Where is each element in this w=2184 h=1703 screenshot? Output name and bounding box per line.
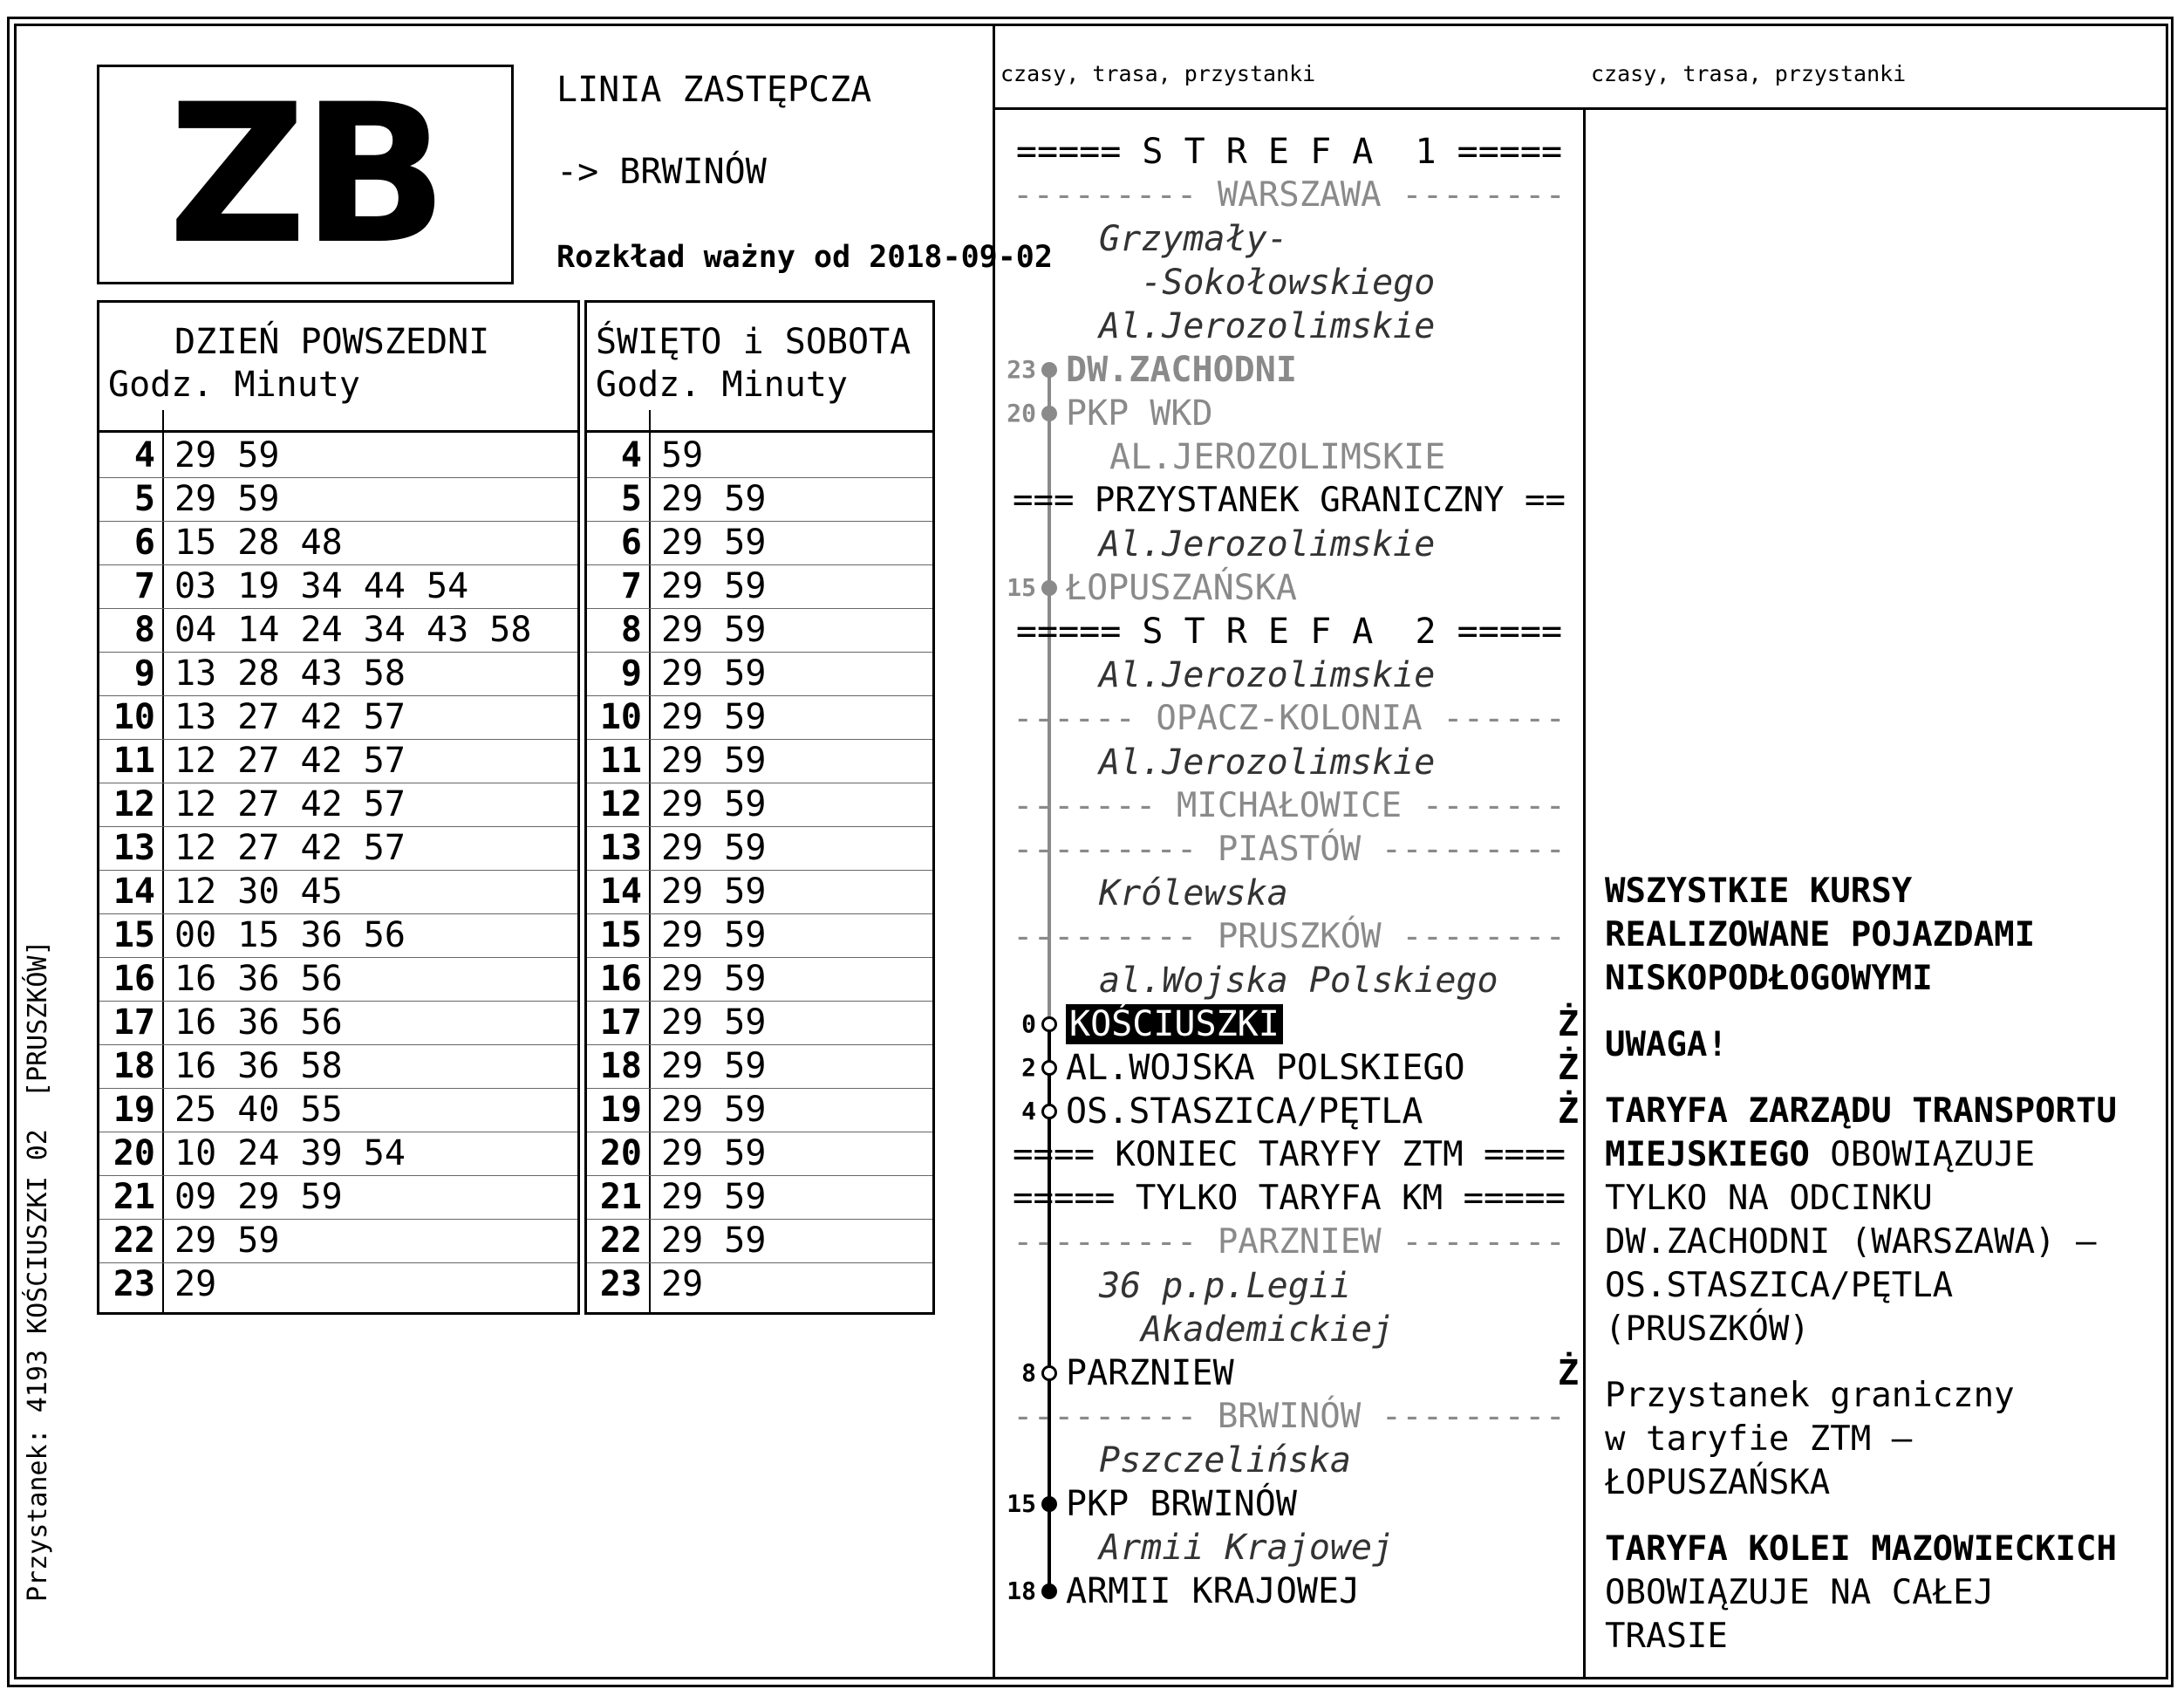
city-marker: --------- BRWINÓW --------- (1013, 1397, 1566, 1436)
weekday-head-divider (97, 430, 580, 433)
note-ztm-2 (1605, 1133, 2035, 1177)
weekday-hour: 13 (113, 828, 155, 868)
city-marker: ------ OPACZ-KOLONIA ------ (1013, 699, 1566, 738)
holiday-minutes: 29 (661, 1264, 704, 1304)
holiday-hour: 22 (599, 1221, 642, 1261)
street-name: Armii Krajowej (1099, 1528, 1394, 1568)
holiday-hour: 4 (620, 435, 642, 475)
note-border-3: ŁOPUSZAŃSKA (1605, 1463, 1831, 1502)
holiday-minutes: 29 59 (661, 1002, 767, 1043)
note-km-2: OBOWIĄZUJE NA CAŁEJ (1605, 1573, 1995, 1612)
weekday-hour: 8 (133, 610, 155, 650)
note-low-floor-1: WSZYSTKIE KURSY (1605, 872, 1913, 911)
weekday-minutes: 00 15 36 56 (174, 915, 406, 955)
stop-dot-icon (1041, 1060, 1057, 1076)
holiday-hour: 15 (599, 915, 642, 955)
weekday-hour: 22 (113, 1221, 155, 1261)
weekday-minutes: 16 36 56 (174, 1002, 343, 1043)
weekday-minutes: 03 19 34 44 54 (174, 566, 469, 606)
holiday-minutes: 29 59 (661, 784, 767, 824)
note-ztm-5: OS.STASZICA/PĘTLA (1605, 1266, 1954, 1305)
holiday-hour-divider (649, 410, 651, 1315)
weekday-minutes: 12 27 42 57 (174, 828, 406, 868)
holiday-minutes: 29 59 (661, 741, 767, 781)
weekday-hour: 21 (113, 1177, 155, 1217)
holiday-minutes: 29 59 (661, 1090, 767, 1130)
holiday-hour: 5 (620, 479, 642, 519)
weekday-minutes: 12 27 42 57 (174, 784, 406, 824)
weekday-minutes: 09 29 59 (174, 1177, 343, 1217)
weekday-minutes: 25 40 55 (174, 1090, 343, 1130)
weekday-minutes: 04 14 24 34 43 58 (174, 610, 532, 650)
stop-name: DW.ZACHODNI (1066, 350, 1297, 390)
holiday-minutes: 59 (661, 435, 704, 475)
street-name: al.Wojska Polskiego (1099, 961, 1498, 1001)
street-name: Al.Jerozolimskie (1099, 742, 1436, 783)
stop-name: ARMII KRAJOWEJ (1066, 1571, 1361, 1611)
street-name: Pszczelińska (1099, 1440, 1351, 1481)
holiday-hour: 16 (599, 959, 642, 999)
on-request-stop-icon: Ż (1558, 1091, 1580, 1132)
weekday-hour-divider (162, 410, 164, 1315)
holiday-minutes: 29 59 (661, 653, 767, 694)
weekday-minutes: 29 (174, 1264, 217, 1304)
stop-dot-icon (1041, 406, 1057, 421)
holiday-minutes: 29 59 (661, 915, 767, 955)
note-ztm-2-rest: OBOWIĄZUJE (1809, 1135, 2036, 1174)
zone-marker: === PRZYSTANEK GRANICZNY == (1013, 481, 1566, 520)
weekday-hour: 12 (113, 784, 155, 824)
valid-from: Rozkład ważny od 2018-09-02 (556, 240, 1053, 275)
stop-travel-minutes: 18 (1007, 1576, 1036, 1605)
weekday-hour: 7 (133, 566, 155, 606)
route-column-header-2: czasy, trasa, przystanki (1591, 61, 1907, 86)
stop-dot-icon (1041, 362, 1057, 378)
weekday-minutes: 10 24 39 54 (174, 1133, 406, 1173)
zone-marker: ===== S T R E F A 1 ===== (1015, 132, 1563, 172)
city-marker: --------- PRUSZKÓW -------- (1013, 917, 1566, 956)
zone-marker: ===== S T R E F A 2 ===== (1015, 612, 1563, 652)
holiday-hour: 17 (599, 1002, 642, 1043)
weekday-minutes: 29 59 (174, 435, 280, 475)
holiday-subtitle: Godz. Minuty (596, 365, 848, 405)
note-warning: UWAGA! (1605, 1025, 1728, 1064)
holiday-minutes: 29 59 (661, 959, 767, 999)
holiday-hour: 20 (599, 1133, 642, 1173)
holiday-hour: 8 (620, 610, 642, 650)
holiday-hour: 6 (620, 523, 642, 563)
on-request-stop-icon: Ż (1558, 1048, 1580, 1088)
note-ztm-2-bold: MIEJSKIEGO (1605, 1135, 1810, 1174)
holiday-minutes: 29 59 (661, 566, 767, 606)
weekday-hour: 11 (113, 741, 155, 781)
holiday-minutes: 29 59 (661, 610, 767, 650)
header-divider (993, 107, 2168, 110)
current-stop-highlight: KOŚCIUSZKI (1066, 1004, 1283, 1044)
city-marker: --------- WARSZAWA -------- (1013, 175, 1566, 215)
weekday-minutes: 12 30 45 (174, 872, 343, 912)
weekday-hour: 10 (113, 697, 155, 737)
holiday-hour: 23 (599, 1264, 642, 1304)
holiday-minutes: 29 59 (661, 828, 767, 868)
line-direction: -> BRWINÓW (556, 152, 767, 192)
note-low-floor-2: REALIZOWANE POJAZDAMI (1605, 915, 2036, 954)
street-name: Al.Jerozolimskie (1099, 655, 1436, 695)
weekday-minutes: 13 27 42 57 (174, 697, 406, 737)
weekday-minutes: 16 36 56 (174, 959, 343, 999)
city-marker: ------- MICHAŁOWICE ------- (1013, 786, 1566, 825)
weekday-minutes: 12 27 42 57 (174, 741, 406, 781)
note-ztm-1: TARYFA ZARZĄDU TRANSPORTU (1605, 1091, 2117, 1131)
holiday-hour: 19 (599, 1090, 642, 1130)
weekday-hour: 16 (113, 959, 155, 999)
stop-dot-icon (1041, 1016, 1057, 1032)
holiday-minutes: 29 59 (661, 697, 767, 737)
holiday-minutes: 29 59 (661, 1046, 767, 1086)
holiday-hour: 10 (599, 697, 642, 737)
weekday-row-divider (99, 1262, 577, 1263)
stop-travel-minutes: 8 (1021, 1358, 1036, 1387)
weekday-minutes: 29 59 (174, 479, 280, 519)
city-marker: --------- PARZNIEW -------- (1013, 1222, 1566, 1262)
stop-side-label: Przystanek: 4193 KOŚCIUSZKI 02 [PRUSZKÓW] (23, 940, 53, 1602)
holiday-hour: 14 (599, 872, 642, 912)
stop-travel-minutes: 23 (1007, 355, 1036, 384)
stop-name (1066, 1002, 1283, 1046)
holiday-minutes: 29 59 (661, 1133, 767, 1173)
street-name: -Sokołowskiego (1099, 263, 1436, 303)
stop-dot-icon (1041, 580, 1057, 596)
holiday-hour: 9 (620, 653, 642, 694)
stop-dot-icon (1041, 1496, 1057, 1512)
weekday-row-divider (99, 1219, 577, 1220)
holiday-hour: 21 (599, 1177, 642, 1217)
street-name: AL.JEROZOLIMSKIE (1109, 437, 1446, 477)
weekday-minutes: 15 28 48 (174, 523, 343, 563)
stop-travel-minutes: 0 (1021, 1009, 1036, 1038)
street-name: Grzymały- (1099, 219, 1288, 259)
street-name: 36 p.p.Legii (1099, 1266, 1351, 1306)
weekday-hour: 15 (113, 915, 155, 955)
note-km-1: TARYFA KOLEI MAZOWIECKICH (1605, 1529, 2117, 1569)
street-name: Królewska (1099, 873, 1288, 913)
note-border-1: Przystanek graniczny (1605, 1376, 2015, 1415)
weekday-minutes: 29 59 (174, 1221, 280, 1261)
stop-name: PKP BRWINÓW (1066, 1484, 1297, 1524)
stop-name: AL.WOJSKA POLSKIEGO (1066, 1048, 1465, 1088)
weekday-subtitle: Godz. Minuty (108, 365, 360, 405)
street-name: Akademickiej (1099, 1310, 1394, 1350)
stop-dot-icon (1041, 1583, 1057, 1599)
zone-marker: ==== KONIEC TARYFY ZTM ==== (1013, 1135, 1566, 1174)
note-low-floor-3: NISKOPODŁOGOWYMI (1605, 959, 1933, 998)
note-border-2: w taryfie ZTM – (1605, 1419, 1913, 1459)
separator-right (1583, 108, 1586, 1679)
holiday-minutes: 29 59 (661, 1221, 767, 1261)
weekday-hour: 9 (133, 653, 155, 694)
weekday-hour: 20 (113, 1133, 155, 1173)
street-name: Al.Jerozolimskie (1099, 524, 1436, 564)
stop-travel-minutes: 4 (1021, 1097, 1036, 1125)
route-column-header-1: czasy, trasa, przystanki (1000, 61, 1316, 86)
note-km-3: TRASIE (1605, 1617, 1728, 1656)
stop-name: PKP WKD (1066, 393, 1213, 434)
holiday-hour: 18 (599, 1046, 642, 1086)
weekday-hour: 5 (133, 479, 155, 519)
weekday-hour: 18 (113, 1046, 155, 1086)
line-logo (97, 65, 514, 284)
stop-name: PARZNIEW (1066, 1353, 1234, 1393)
zone-marker: ===== TYLKO TARYFA KM ===== (1013, 1179, 1566, 1218)
weekday-hour: 4 (133, 435, 155, 475)
holiday-minutes: 29 59 (661, 1177, 767, 1217)
on-request-stop-icon: Ż (1558, 1353, 1580, 1393)
stop-travel-minutes: 20 (1007, 399, 1036, 427)
weekday-minutes: 13 28 43 58 (174, 653, 406, 694)
holiday-minutes: 29 59 (661, 872, 767, 912)
holiday-hour: 12 (599, 784, 642, 824)
weekday-hour: 6 (133, 523, 155, 563)
stop-name: ŁOPUSZAŃSKA (1066, 568, 1297, 608)
stop-travel-minutes: 2 (1021, 1053, 1036, 1082)
stop-name: OS.STASZICA/PĘTLA (1066, 1091, 1423, 1132)
street-name: Al.Jerozolimskie (1099, 306, 1436, 346)
stop-travel-minutes: 15 (1007, 573, 1036, 602)
stop-travel-minutes: 15 (1007, 1489, 1036, 1518)
holiday-minutes: 29 59 (661, 523, 767, 563)
city-marker: --------- PIASTÓW --------- (1013, 830, 1566, 869)
holiday-head-divider (584, 430, 935, 433)
stop-dot-icon (1041, 1365, 1057, 1381)
weekday-minutes: 16 36 58 (174, 1046, 343, 1086)
weekday-title: DZIEŃ POWSZEDNI (174, 322, 490, 362)
holiday-minutes: 29 59 (661, 479, 767, 519)
stop-dot-icon (1041, 1104, 1057, 1119)
weekday-hour: 17 (113, 1002, 155, 1043)
holiday-hour: 7 (620, 566, 642, 606)
holiday-title: ŚWIĘTO i SOBOTA (596, 322, 911, 362)
line-type: LINIA ZASTĘPCZA (556, 70, 872, 110)
weekday-hour: 23 (113, 1264, 155, 1304)
line-code: ZB (167, 63, 443, 286)
note-ztm-4: DW.ZACHODNI (WARSZAWA) – (1605, 1222, 2097, 1262)
note-ztm-3: TYLKO NA ODCINKU (1605, 1179, 1933, 1218)
weekday-row-divider (99, 477, 577, 478)
note-ztm-6: (PRUSZKÓW) (1605, 1310, 1810, 1349)
on-request-stop-icon: Ż (1558, 1004, 1580, 1044)
weekday-hour: 19 (113, 1090, 155, 1130)
holiday-hour: 11 (599, 741, 642, 781)
weekday-hour: 14 (113, 872, 155, 912)
holiday-hour: 13 (599, 828, 642, 868)
